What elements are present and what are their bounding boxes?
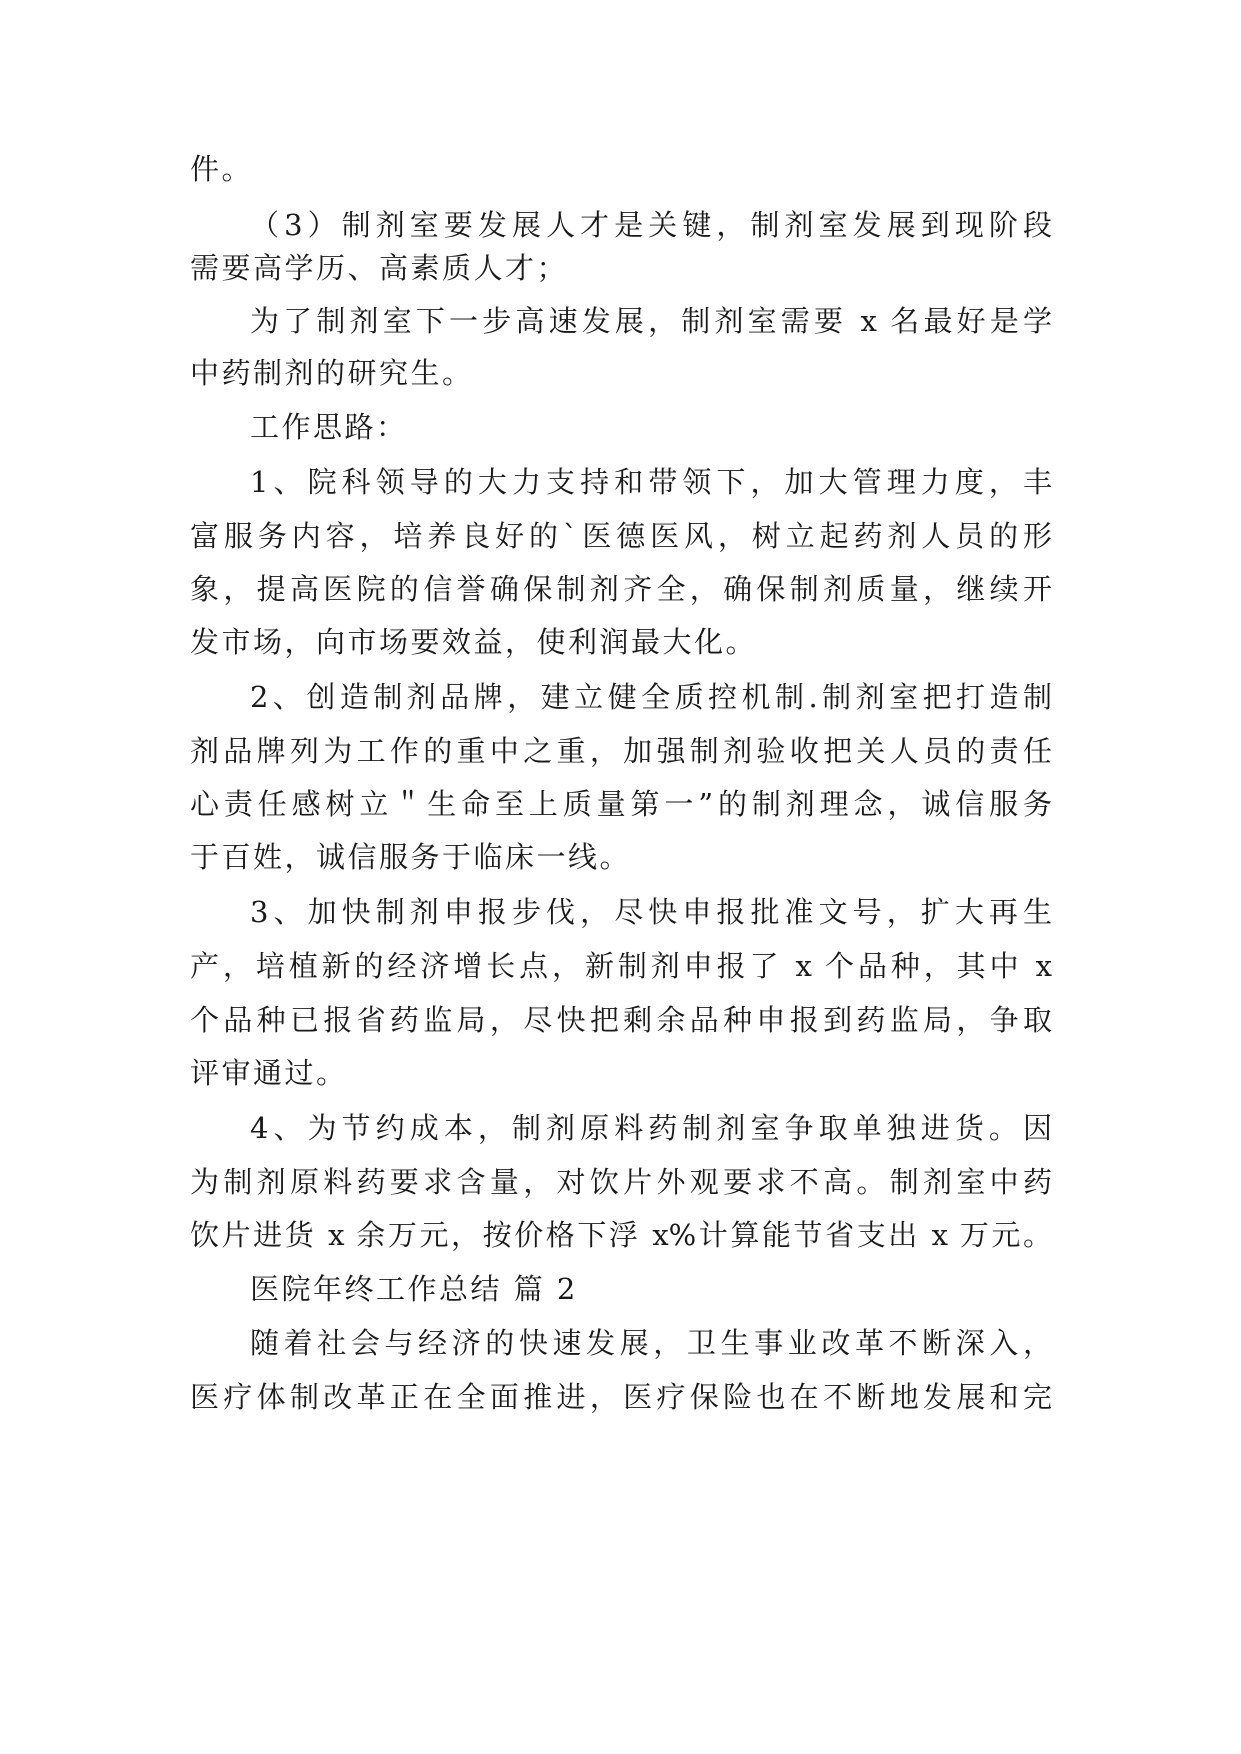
text-line: 个品种已报省药监局，尽快把剩余品种申报到药监局，争取 [190,1003,1052,1037]
text-line: 剂品牌列为工作的重中之重，加强制剂验收把关人员的责任 [190,734,1052,768]
text-line: 件。 [190,152,254,186]
text-line: 象，提高医院的信誉确保制剂齐全，确保制剂质量，继续开 [190,572,1052,606]
text-line: 3、加快制剂申报步伐，尽快申报批准文号，扩大再生 [250,895,1052,929]
text-line: 富服务内容，培养良好的`医德医风，树立起药剂人员的形 [190,519,1052,553]
text-line: 心责任感树立＂生命至上质量第一”的制剂理念，诚信服务 [190,787,1052,821]
section-title: 医院年终工作总结 篇 2 [250,1272,578,1306]
text-line: 4、为节约成本，制剂原料药制剂室争取单独进货。因 [250,1111,1052,1145]
text-line: 评审通过。 [190,1056,348,1090]
section-heading: 工作思路： [250,410,408,444]
text-line: 医疗体制改革正在全面推进，医疗保险也在不断地发展和完 [190,1380,1052,1414]
text-line: 发市场，向市场要效益，使利润最大化。 [190,625,758,659]
text-line: 1、院科领导的大力支持和带领下，加大管理力度，丰 [250,465,1052,499]
text-line: 于百姓，诚信服务于临床一线。 [190,840,632,874]
text-line: 饮片进货 x 余万元，按价格下浮 x%计算能节省支出 x 万元。 [190,1218,1052,1252]
text-line: 产，培植新的经济增长点，新制剂申报了 x 个品种，其中 x [190,949,1052,983]
text-line: 中药制剂的研究生。 [190,356,474,390]
text-line: 需要高学历、高素质人才； [190,251,569,285]
text-line: 为了制剂室下一步高速发展，制剂室需要 x 名最好是学 [250,304,1052,338]
text-line: 随着社会与经济的快速发展，卫生事业改革不断深入， [250,1326,1052,1360]
text-line: （3）制剂室要发展人才是关键，制剂室发展到现阶段 [250,208,1052,242]
text-line: 2、创造制剂品牌，建立健全质控机制.制剂室把打造制 [250,680,1052,714]
text-line: 为制剂原料药要求含量，对饮片外观要求不高。制剂室中药 [190,1165,1052,1199]
